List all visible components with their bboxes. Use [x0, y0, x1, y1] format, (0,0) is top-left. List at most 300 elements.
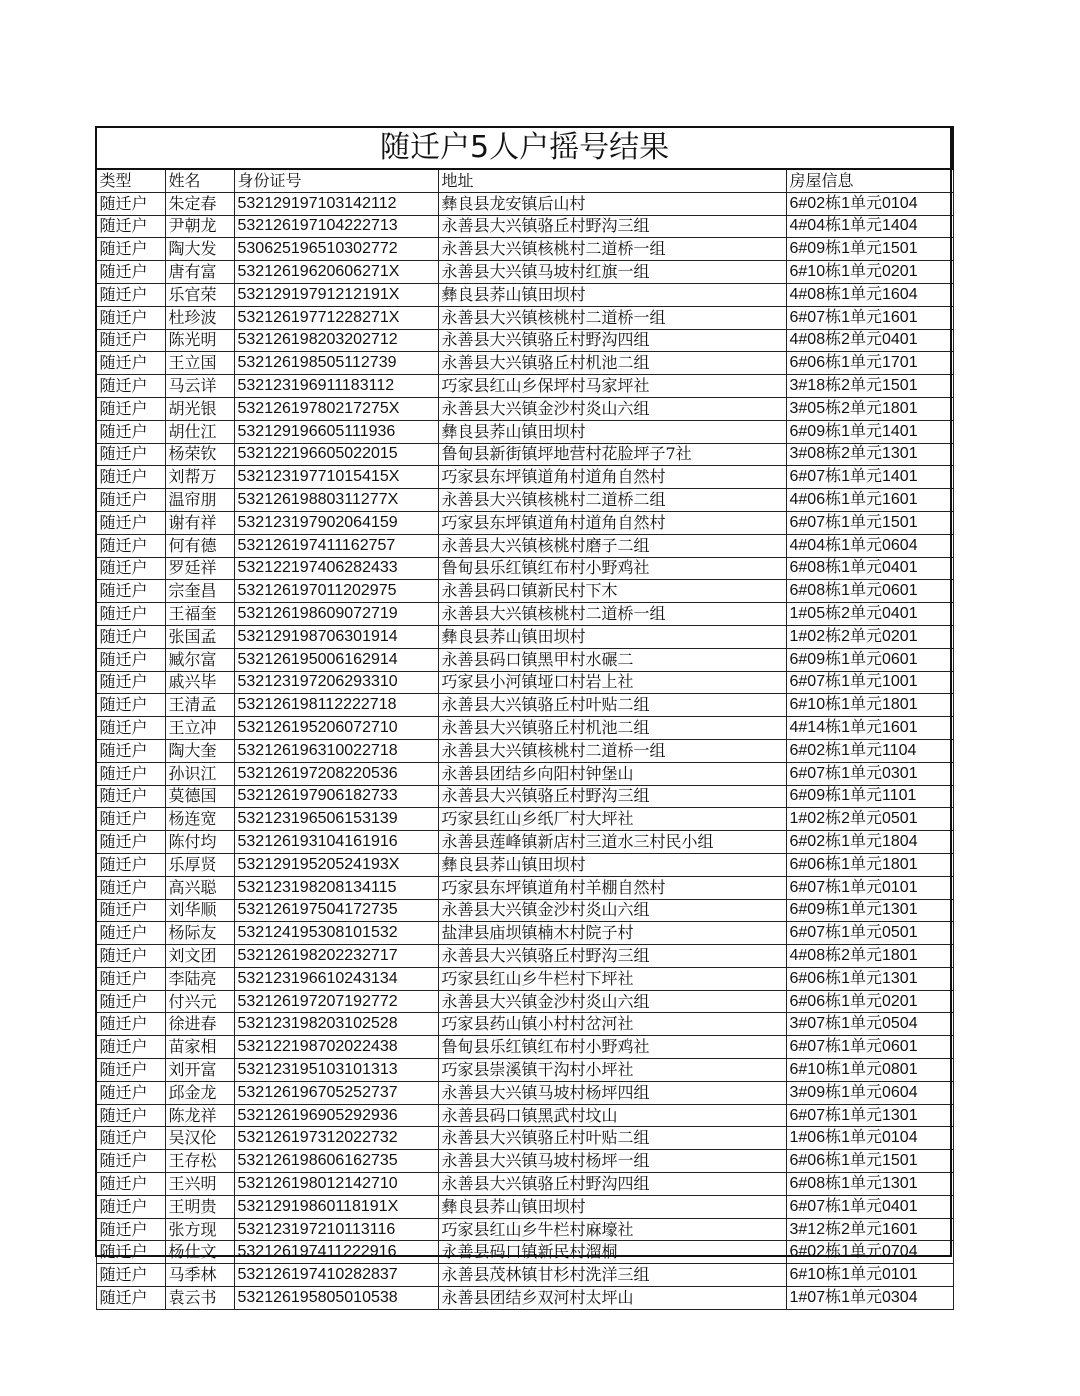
table-body	[96, 192, 953, 1309]
cell-address: 永善县码口镇黑武村坟山	[438, 1104, 786, 1127]
table-row	[96, 945, 953, 968]
cell-address: 永善县大兴镇骆丘村野沟四组	[438, 1173, 786, 1196]
cell-type: 随迁户	[96, 283, 165, 306]
table-row	[96, 762, 953, 785]
cell-address: 盐津县庙坝镇楠木村院子村	[438, 922, 786, 945]
table-row	[96, 329, 953, 352]
table-row	[96, 1241, 953, 1264]
cell-house-info: 6#08栋1单元0401	[786, 557, 953, 580]
cell-name: 孙识江	[165, 762, 234, 785]
cell-type: 随迁户	[96, 443, 165, 466]
cell-address: 永善县大兴镇骆丘村叶贴二组	[438, 1127, 786, 1150]
table-row	[96, 671, 953, 694]
cell-id-number: 532126197410282837	[234, 1264, 438, 1287]
cell-house-info: 6#07栋1单元1601	[786, 306, 953, 329]
cell-id-number: 532126197208220536	[234, 762, 438, 785]
table-row	[96, 1036, 953, 1059]
cell-type: 随迁户	[96, 762, 165, 785]
cell-house-info: 6#07栋1单元1301	[786, 1104, 953, 1127]
cell-address: 巧家县东坪镇道角村道角自然村	[438, 466, 786, 489]
cell-id-number: 53212619771228271X	[234, 306, 438, 329]
cell-house-info: 4#08栋1单元1604	[786, 283, 953, 306]
cell-type: 随迁户	[96, 967, 165, 990]
cell-name: 唐有富	[165, 261, 234, 284]
cell-id-number: 532129197103142112	[234, 192, 438, 215]
table-row	[96, 967, 953, 990]
cell-house-info: 3#07栋1单元0504	[786, 1013, 953, 1036]
cell-name: 杜珍波	[165, 306, 234, 329]
table-row	[96, 261, 953, 284]
table-row	[96, 1081, 953, 1104]
cell-name: 罗廷祥	[165, 557, 234, 580]
cell-name: 刘华顺	[165, 899, 234, 922]
cell-id-number: 532126197207192772	[234, 990, 438, 1013]
cell-name: 陈付均	[165, 831, 234, 854]
cell-type: 随迁户	[96, 215, 165, 238]
cell-address: 永善县团结乡双河村太坪山	[438, 1287, 786, 1310]
header-address: 地址	[438, 169, 786, 192]
cell-address: 永善县大兴镇骆丘村机池二组	[438, 352, 786, 375]
cell-house-info: 1#02栋2单元0201	[786, 625, 953, 648]
cell-type: 随迁户	[96, 717, 165, 740]
result-table	[95, 126, 954, 1310]
cell-id-number: 532126197011202975	[234, 580, 438, 603]
cell-address: 永善县码口镇新民村下木	[438, 580, 786, 603]
cell-id-number: 532126197411222916	[234, 1241, 438, 1264]
cell-name: 莫德国	[165, 785, 234, 808]
table-row	[96, 443, 953, 466]
cell-name: 乐官荣	[165, 283, 234, 306]
cell-house-info: 6#02栋1单元0104	[786, 192, 953, 215]
table-row	[96, 352, 953, 375]
cell-address: 永善县大兴镇核桃村二道桥一组	[438, 739, 786, 762]
cell-id-number: 53212619620606271X	[234, 261, 438, 284]
cell-address: 永善县大兴镇马坡村红旗一组	[438, 261, 786, 284]
cell-id-number: 532129198706301914	[234, 625, 438, 648]
table-row	[96, 397, 953, 420]
cell-address: 永善县大兴镇骆丘村机池二组	[438, 717, 786, 740]
cell-name: 高兴聪	[165, 876, 234, 899]
table-row	[96, 511, 953, 534]
table-row	[96, 192, 953, 215]
table-row	[96, 557, 953, 580]
cell-name: 温帘朋	[165, 489, 234, 512]
cell-name: 杨荣钦	[165, 443, 234, 466]
table-row	[96, 1218, 953, 1241]
table-row	[96, 648, 953, 671]
header-id-number: 身份证号	[234, 169, 438, 192]
cell-name: 付兴元	[165, 990, 234, 1013]
cell-name: 戚兴毕	[165, 671, 234, 694]
cell-address: 彝良县荞山镇田坝村	[438, 625, 786, 648]
cell-address: 永善县大兴镇金沙村炎山六组	[438, 397, 786, 420]
cell-name: 宗奎昌	[165, 580, 234, 603]
table-row	[96, 238, 953, 261]
cell-id-number: 532126195006162914	[234, 648, 438, 671]
cell-name: 何有德	[165, 534, 234, 557]
table-row	[96, 1059, 953, 1082]
cell-type: 随迁户	[96, 352, 165, 375]
table-row	[96, 808, 953, 831]
cell-type: 随迁户	[96, 1013, 165, 1036]
cell-address: 巧家县红山乡牛栏村麻壕社	[438, 1218, 786, 1241]
cell-name: 陈光明	[165, 329, 234, 352]
table-row	[96, 739, 953, 762]
cell-address: 永善县大兴镇马坡村杨坪四组	[438, 1081, 786, 1104]
table-row	[96, 876, 953, 899]
cell-address: 永善县大兴镇马坡村杨坪一组	[438, 1150, 786, 1173]
cell-id-number: 532126197411162757	[234, 534, 438, 557]
table-row	[96, 215, 953, 238]
table-row	[96, 1287, 953, 1310]
cell-house-info: 6#07栋1单元1501	[786, 511, 953, 534]
cell-name: 邱金龙	[165, 1081, 234, 1104]
cell-house-info: 3#08栋2单元1301	[786, 443, 953, 466]
cell-address: 永善县大兴镇核桃村磨子二组	[438, 534, 786, 557]
cell-id-number: 532126193104161916	[234, 831, 438, 854]
cell-id-number: 532123198203102528	[234, 1013, 438, 1036]
cell-address: 永善县大兴镇骆丘村野沟三组	[438, 785, 786, 808]
cell-type: 随迁户	[96, 1287, 165, 1310]
cell-house-info: 6#09栋1单元1501	[786, 238, 953, 261]
cell-id-number: 532129196605111936	[234, 420, 438, 443]
cell-name: 胡仕江	[165, 420, 234, 443]
table-row	[96, 375, 953, 398]
cell-house-info: 1#06栋1单元0104	[786, 1127, 953, 1150]
cell-id-number: 53212919860118191X	[234, 1195, 438, 1218]
cell-address: 永善县大兴镇骆丘村野沟四组	[438, 329, 786, 352]
cell-house-info: 6#10栋1单元0101	[786, 1264, 953, 1287]
cell-name: 朱定春	[165, 192, 234, 215]
table-row	[96, 466, 953, 489]
cell-address: 鲁甸县新街镇坪地营村花脸坪子7社	[438, 443, 786, 466]
cell-house-info: 1#02栋2单元0501	[786, 808, 953, 831]
cell-house-info: 6#07栋1单元0101	[786, 876, 953, 899]
cell-id-number: 532123195103101313	[234, 1059, 438, 1082]
cell-house-info: 6#06栋1单元1701	[786, 352, 953, 375]
cell-house-info: 6#06栋1单元1501	[786, 1150, 953, 1173]
cell-name: 苗家相	[165, 1036, 234, 1059]
cell-name: 陈龙祥	[165, 1104, 234, 1127]
cell-type: 随迁户	[96, 785, 165, 808]
cell-address: 巧家县崇溪镇干沟村小坪社	[438, 1059, 786, 1082]
cell-type: 随迁户	[96, 1241, 165, 1264]
cell-id-number: 532123198208134115	[234, 876, 438, 899]
cell-id-number: 532122197406282433	[234, 557, 438, 580]
table-row	[96, 420, 953, 443]
cell-house-info: 6#07栋1单元0601	[786, 1036, 953, 1059]
cell-house-info: 4#06栋1单元1601	[786, 489, 953, 512]
cell-name: 王清孟	[165, 694, 234, 717]
cell-house-info: 6#07栋1单元0501	[786, 922, 953, 945]
cell-house-info: 4#04栋1单元1404	[786, 215, 953, 238]
cell-address: 永善县大兴镇核桃村二道桥二组	[438, 489, 786, 512]
cell-house-info: 6#07栋1单元1401	[786, 466, 953, 489]
cell-house-info: 6#06栋1单元0201	[786, 990, 953, 1013]
cell-type: 随迁户	[96, 1036, 165, 1059]
cell-house-info: 6#06栋1单元1301	[786, 967, 953, 990]
cell-address: 巧家县东坪镇道角村道角自然村	[438, 511, 786, 534]
table-row	[96, 1150, 953, 1173]
cell-address: 巧家县红山乡纸厂村大坪社	[438, 808, 786, 831]
cell-type: 随迁户	[96, 694, 165, 717]
cell-address: 巧家县小河镇垭口村岩上社	[438, 671, 786, 694]
cell-type: 随迁户	[96, 1195, 165, 1218]
header-type: 类型	[96, 169, 165, 192]
cell-type: 随迁户	[96, 671, 165, 694]
header-row	[96, 169, 953, 192]
cell-type: 随迁户	[96, 1264, 165, 1287]
cell-address: 永善县大兴镇金沙村炎山六组	[438, 990, 786, 1013]
table-row	[96, 1264, 953, 1287]
cell-house-info: 6#06栋1单元1801	[786, 853, 953, 876]
cell-type: 随迁户	[96, 648, 165, 671]
cell-address: 永善县码口镇新民村溜桐	[438, 1241, 786, 1264]
table-row	[96, 283, 953, 306]
cell-id-number: 532126198505112739	[234, 352, 438, 375]
table-row	[96, 306, 953, 329]
cell-id-number: 532122196605022015	[234, 443, 438, 466]
cell-address: 永善县茂林镇甘杉村洗洋三组	[438, 1264, 786, 1287]
cell-address: 鲁甸县乐红镇红布村小野鸡社	[438, 557, 786, 580]
cell-type: 随迁户	[96, 557, 165, 580]
cell-address: 彝良县荞山镇田坝村	[438, 1195, 786, 1218]
cell-type: 随迁户	[96, 739, 165, 762]
cell-address: 永善县团结乡向阳村钟堡山	[438, 762, 786, 785]
cell-house-info: 6#07栋1单元0401	[786, 1195, 953, 1218]
cell-house-info: 1#07栋1单元0304	[786, 1287, 953, 1310]
cell-house-info: 6#10栋1单元1801	[786, 694, 953, 717]
cell-house-info: 6#08栋1单元1301	[786, 1173, 953, 1196]
cell-type: 随迁户	[96, 945, 165, 968]
cell-address: 巧家县红山乡牛栏村下坪社	[438, 967, 786, 990]
cell-type: 随迁户	[96, 603, 165, 626]
cell-address: 巧家县药山镇小村村岔河社	[438, 1013, 786, 1036]
cell-type: 随迁户	[96, 238, 165, 261]
cell-id-number: 532123196610243134	[234, 967, 438, 990]
table-row	[96, 489, 953, 512]
cell-type: 随迁户	[96, 397, 165, 420]
cell-type: 随迁户	[96, 420, 165, 443]
cell-type: 随迁户	[96, 329, 165, 352]
table-row	[96, 534, 953, 557]
cell-house-info: 6#09栋1单元1101	[786, 785, 953, 808]
cell-name: 张国孟	[165, 625, 234, 648]
cell-address: 永善县莲峰镇新店村三道水三村民小组	[438, 831, 786, 854]
cell-id-number: 532126197312022732	[234, 1127, 438, 1150]
cell-type: 随迁户	[96, 261, 165, 284]
cell-name: 李陆亮	[165, 967, 234, 990]
table-title: 随迁户5人户摇号结果	[96, 127, 953, 169]
cell-address: 鲁甸县乐红镇红布村小野鸡社	[438, 1036, 786, 1059]
cell-house-info: 6#10栋1单元0201	[786, 261, 953, 284]
cell-house-info: 3#12栋2单元1601	[786, 1218, 953, 1241]
cell-house-info: 4#04栋1单元0604	[786, 534, 953, 557]
cell-name: 尹朝龙	[165, 215, 234, 238]
cell-address: 彝良县荞山镇田坝村	[438, 420, 786, 443]
cell-type: 随迁户	[96, 1150, 165, 1173]
cell-id-number: 532123197210113116	[234, 1218, 438, 1241]
cell-house-info: 6#10栋1单元0801	[786, 1059, 953, 1082]
cell-house-info: 6#09栋1单元0601	[786, 648, 953, 671]
table-row	[96, 899, 953, 922]
cell-type: 随迁户	[96, 1173, 165, 1196]
cell-name: 王存松	[165, 1150, 234, 1173]
cell-name: 王明贵	[165, 1195, 234, 1218]
table-row	[96, 694, 953, 717]
cell-house-info: 6#08栋1单元0601	[786, 580, 953, 603]
cell-type: 随迁户	[96, 922, 165, 945]
cell-name: 杨仕文	[165, 1241, 234, 1264]
cell-house-info: 3#09栋1单元0604	[786, 1081, 953, 1104]
cell-type: 随迁户	[96, 466, 165, 489]
cell-type: 随迁户	[96, 808, 165, 831]
cell-type: 随迁户	[96, 192, 165, 215]
cell-name: 谢有祥	[165, 511, 234, 534]
table-row	[96, 785, 953, 808]
table-row	[96, 853, 953, 876]
cell-name: 袁云书	[165, 1287, 234, 1310]
cell-address: 永善县大兴镇骆丘村叶贴二组	[438, 694, 786, 717]
cell-type: 随迁户	[96, 1127, 165, 1150]
cell-address: 彝良县荞山镇田坝村	[438, 283, 786, 306]
cell-id-number: 53212319771015415X	[234, 466, 438, 489]
table-row	[96, 831, 953, 854]
cell-house-info: 6#09栋1单元1301	[786, 899, 953, 922]
cell-name: 臧尔富	[165, 648, 234, 671]
table-row	[96, 990, 953, 1013]
cell-name: 胡光银	[165, 397, 234, 420]
cell-id-number: 53212619780217275X	[234, 397, 438, 420]
cell-type: 随迁户	[96, 489, 165, 512]
cell-id-number: 532126198112222718	[234, 694, 438, 717]
cell-name: 徐进春	[165, 1013, 234, 1036]
table-row	[96, 922, 953, 945]
table-row	[96, 1127, 953, 1150]
table-row	[96, 1013, 953, 1036]
cell-house-info: 1#05栋2单元0401	[786, 603, 953, 626]
cell-id-number: 532126196310022718	[234, 739, 438, 762]
cell-type: 随迁户	[96, 625, 165, 648]
cell-address: 永善县码口镇黑甲村水碾二	[438, 648, 786, 671]
cell-id-number: 532126198609072719	[234, 603, 438, 626]
cell-id-number: 532126197504172735	[234, 899, 438, 922]
cell-house-info: 6#07栋1单元0301	[786, 762, 953, 785]
cell-address: 彝良县荞山镇田坝村	[438, 853, 786, 876]
table-row	[96, 1195, 953, 1218]
cell-name: 乐厚贤	[165, 853, 234, 876]
cell-id-number: 532126198606162735	[234, 1150, 438, 1173]
cell-house-info: 3#05栋2单元1801	[786, 397, 953, 420]
cell-name: 刘帮万	[165, 466, 234, 489]
cell-type: 随迁户	[96, 580, 165, 603]
cell-id-number: 530625196510302772	[234, 238, 438, 261]
cell-type: 随迁户	[96, 1218, 165, 1241]
cell-id-number: 53212919520524193X	[234, 853, 438, 876]
cell-type: 随迁户	[96, 1059, 165, 1082]
cell-type: 随迁户	[96, 306, 165, 329]
cell-address: 巧家县东坪镇道角村羊棚自然村	[438, 876, 786, 899]
cell-house-info: 4#08栋2单元1801	[786, 945, 953, 968]
cell-house-info: 4#14栋1单元1601	[786, 717, 953, 740]
cell-name: 刘开富	[165, 1059, 234, 1082]
table-row	[96, 580, 953, 603]
cell-name: 张方现	[165, 1218, 234, 1241]
cell-name: 王兴明	[165, 1173, 234, 1196]
cell-id-number: 532123196911183112	[234, 375, 438, 398]
table-row	[96, 1173, 953, 1196]
cell-name: 王立冲	[165, 717, 234, 740]
cell-id-number: 532124195308101532	[234, 922, 438, 945]
cell-id-number: 532126198203202712	[234, 329, 438, 352]
header-name: 姓名	[165, 169, 234, 192]
cell-house-info: 3#18栋2单元1501	[786, 375, 953, 398]
cell-address: 巧家县红山乡保坪村马家坪社	[438, 375, 786, 398]
cell-house-info: 6#09栋1单元1401	[786, 420, 953, 443]
cell-name: 王福奎	[165, 603, 234, 626]
cell-name: 杨连宽	[165, 808, 234, 831]
cell-name: 陶大奎	[165, 739, 234, 762]
cell-type: 随迁户	[96, 375, 165, 398]
cell-id-number: 532126196705252737	[234, 1081, 438, 1104]
cell-type: 随迁户	[96, 990, 165, 1013]
cell-address: 彝良县龙安镇后山村	[438, 192, 786, 215]
cell-id-number: 532126195805010538	[234, 1287, 438, 1310]
cell-house-info: 6#02栋1单元1104	[786, 739, 953, 762]
cell-id-number: 53212619880311277X	[234, 489, 438, 512]
title-row	[96, 127, 953, 169]
cell-address: 永善县大兴镇金沙村炎山六组	[438, 899, 786, 922]
table-row	[96, 603, 953, 626]
cell-address: 永善县大兴镇骆丘村野沟三组	[438, 215, 786, 238]
cell-name: 马季林	[165, 1264, 234, 1287]
cell-address: 永善县大兴镇核桃村二道桥一组	[438, 603, 786, 626]
cell-address: 永善县大兴镇核桃村二道桥一组	[438, 306, 786, 329]
table-row	[96, 1104, 953, 1127]
cell-type: 随迁户	[96, 534, 165, 557]
cell-type: 随迁户	[96, 853, 165, 876]
cell-type: 随迁户	[96, 1081, 165, 1104]
cell-name: 陶大发	[165, 238, 234, 261]
cell-name: 马云详	[165, 375, 234, 398]
table-row	[96, 625, 953, 648]
table-row	[96, 717, 953, 740]
cell-type: 随迁户	[96, 1104, 165, 1127]
cell-address: 永善县大兴镇骆丘村野沟三组	[438, 945, 786, 968]
cell-id-number: 532126195206072710	[234, 717, 438, 740]
cell-name: 吴汉伦	[165, 1127, 234, 1150]
cell-id-number: 532126197906182733	[234, 785, 438, 808]
cell-type: 随迁户	[96, 831, 165, 854]
cell-house-info: 6#02栋1单元1804	[786, 831, 953, 854]
cell-type: 随迁户	[96, 511, 165, 534]
cell-house-info: 6#02栋1单元0704	[786, 1241, 953, 1264]
cell-id-number: 532123196506153139	[234, 808, 438, 831]
cell-type: 随迁户	[96, 899, 165, 922]
cell-id-number: 53212919791212191X	[234, 283, 438, 306]
cell-house-info: 6#07栋1单元1001	[786, 671, 953, 694]
cell-id-number: 532123197206293310	[234, 671, 438, 694]
cell-type: 随迁户	[96, 876, 165, 899]
cell-id-number: 532126198202232717	[234, 945, 438, 968]
cell-id-number: 532126196905292936	[234, 1104, 438, 1127]
header-house-info: 房屋信息	[786, 169, 953, 192]
cell-id-number: 532126198012142710	[234, 1173, 438, 1196]
cell-id-number: 532123197902064159	[234, 511, 438, 534]
cell-name: 杨际友	[165, 922, 234, 945]
cell-name: 王立国	[165, 352, 234, 375]
cell-house-info: 4#08栋2单元0401	[786, 329, 953, 352]
